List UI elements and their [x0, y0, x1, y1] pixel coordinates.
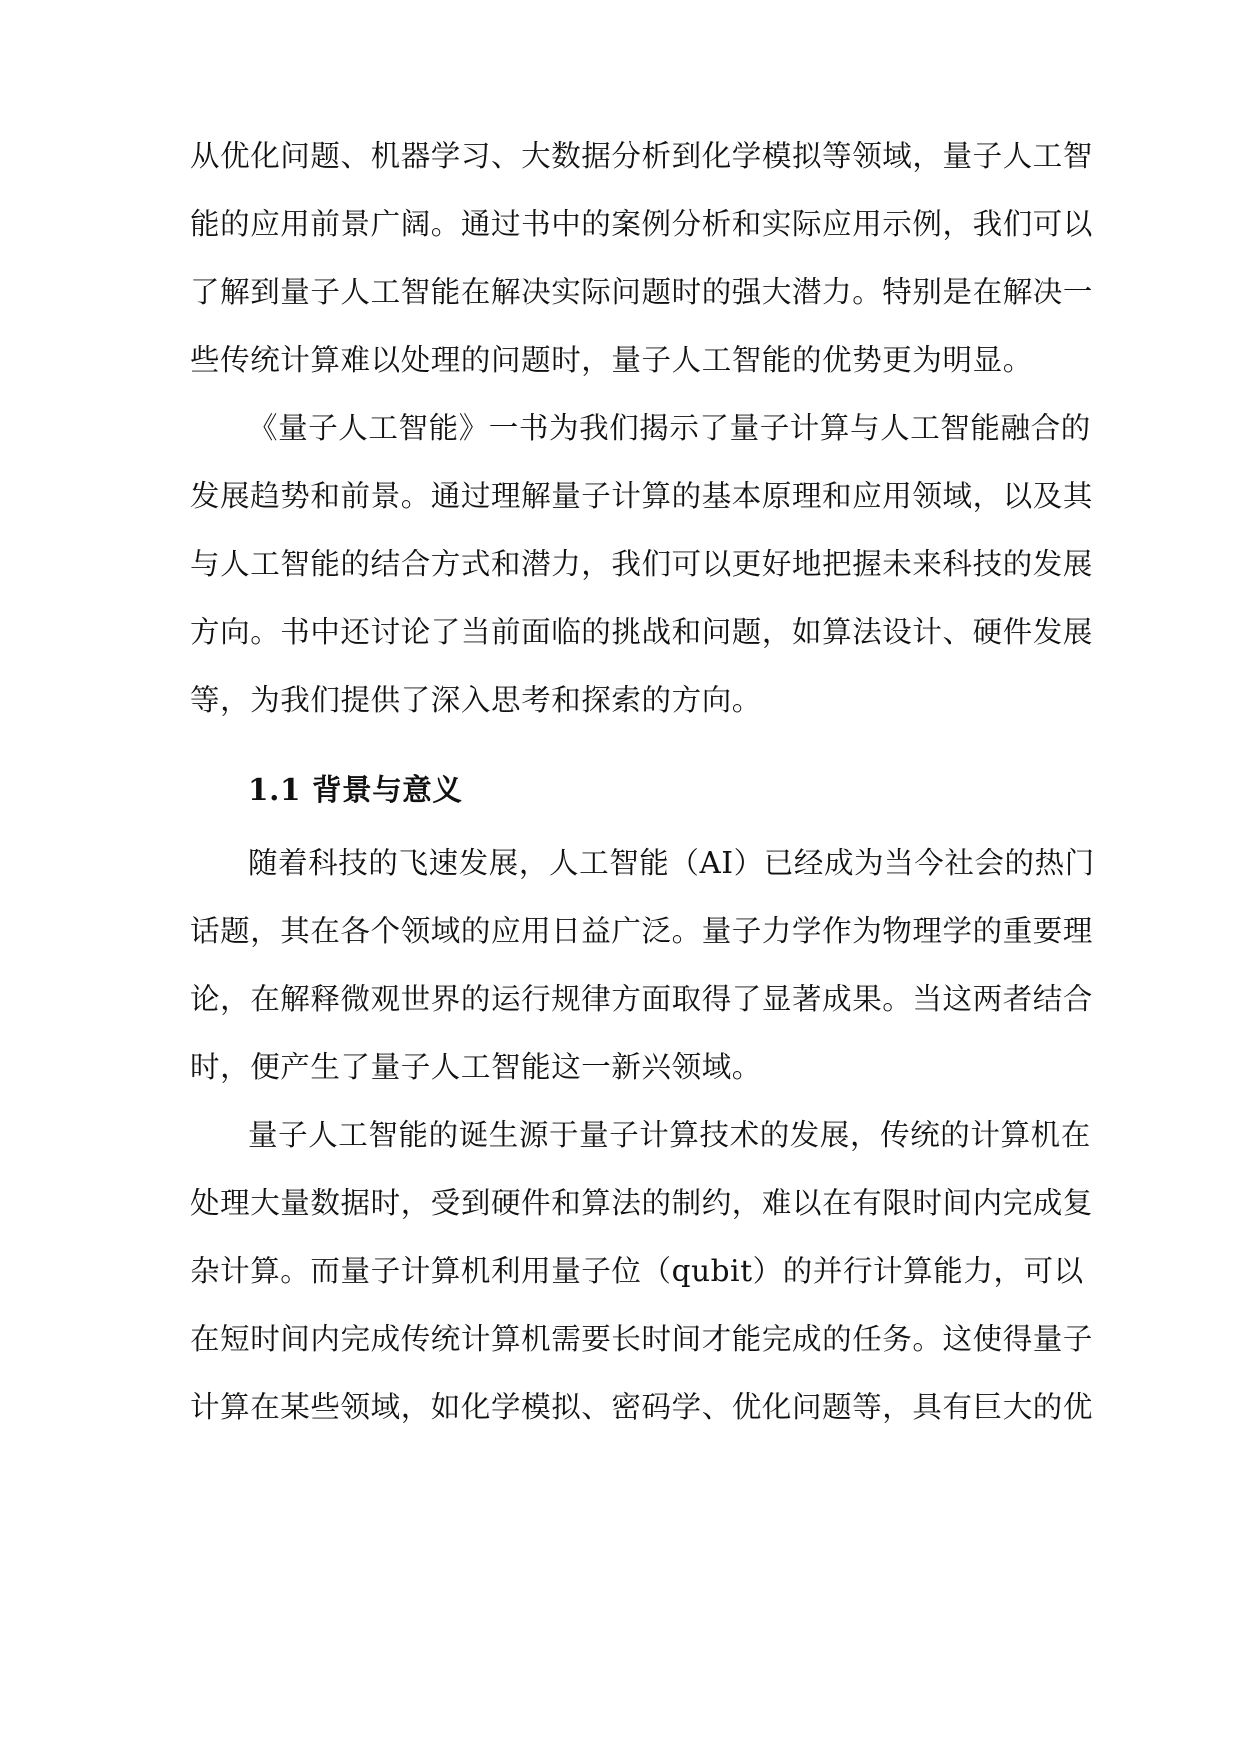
paragraph-2-line-2: 发展趋势和前景。通过理解量子计算的基本原理和应用领域，以及其	[190, 479, 1094, 513]
paragraph-4-line-1: 量子人工智能的诞生源于量子计算技术的发展，传统的计算机在	[248, 1118, 1091, 1152]
paragraph-4-line-3: 杂计算。而量子计算机利用量子位（qubit）的并行计算能力，可以	[190, 1254, 1084, 1288]
paragraph-2-line-4: 方向。书中还讨论了当前面临的挑战和问题，如算法设计、硬件发展	[190, 615, 1094, 649]
paragraph-4-line-5: 计算在某些领域，如化学模拟、密码学、优化问题等，具有巨大的优	[190, 1390, 1094, 1424]
paragraph-1-line-1: 从优化问题、机器学习、大数据分析到化学模拟等领域，量子人工智	[190, 139, 1094, 173]
paragraph-3-line-3: 论，在解释微观世界的运行规律方面取得了显著成果。当这两者结合	[190, 982, 1094, 1016]
paragraph-4-line-4: 在短时间内完成传统计算机需要长时间才能完成的任务。这使得量子	[190, 1322, 1094, 1356]
paragraph-3-line-1: 随着科技的飞速发展，人工智能（AI）已经成为当今社会的热门	[248, 846, 1095, 880]
paragraph-1-line-4: 些传统计算难以处理的问题时，量子人工智能的优势更为明显。	[190, 343, 1033, 377]
paragraph-1-line-3: 了解到量子人工智能在解决实际问题时的强大潜力。特别是在解决一	[190, 275, 1094, 309]
paragraph-3-line-4: 时，便产生了量子人工智能这一新兴领域。	[190, 1050, 762, 1084]
paragraph-3-line-2: 话题，其在各个领域的应用日益广泛。量子力学作为物理学的重要理	[190, 914, 1094, 948]
paragraph-2-line-3: 与人工智能的结合方式和潜力，我们可以更好地把握未来科技的发展	[190, 547, 1094, 581]
paragraph-2-line-1: 《量子人工智能》一书为我们揭示了量子计算与人工智能融合的	[248, 411, 1091, 445]
paragraph-4-line-2: 处理大量数据时，受到硬件和算法的制约，难以在有限时间内完成复	[190, 1186, 1094, 1220]
paragraph-1-line-2: 能的应用前景广阔。通过书中的案例分析和实际应用示例，我们可以	[190, 207, 1094, 241]
paragraph-2-line-5: 等，为我们提供了深入思考和探索的方向。	[190, 683, 762, 717]
section-heading: 1.1 背景与意义	[248, 772, 463, 807]
